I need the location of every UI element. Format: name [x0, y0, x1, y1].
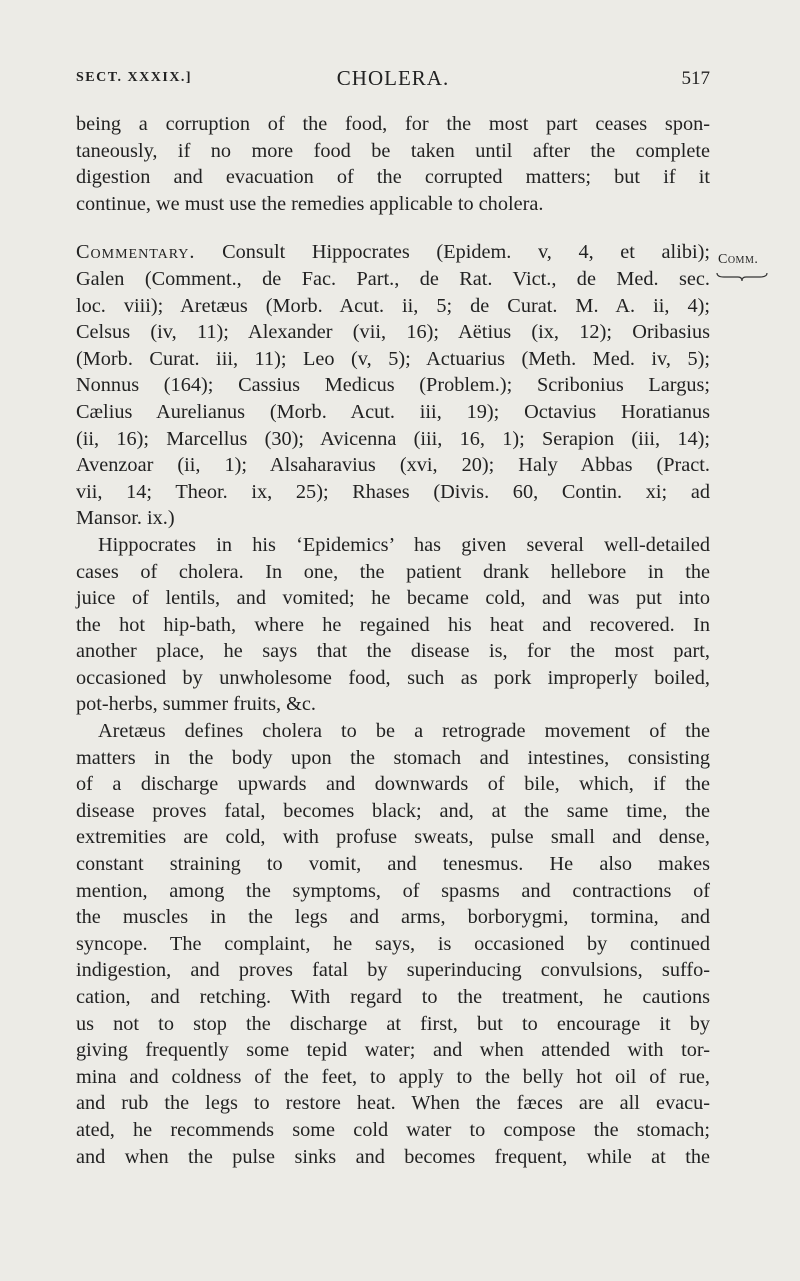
text-line: occasioned by unwholesome food, such as pork improperly boiled,: [76, 666, 710, 689]
text-line: extremities are cold, with profuse sweats, pulse small and dense,: [76, 826, 710, 849]
text-line: syncope. The complaint, he says, is occasioned by continued: [76, 932, 710, 955]
text-line: Cælius Aurelianus (Morb. Acut. iii, 19); Octavius Horatianus: [76, 400, 710, 423]
text-line: giving frequently some tepid water; and when attended with tor-: [76, 1039, 710, 1062]
text-line: another place, he says that the disease is, for the most part,: [76, 640, 710, 663]
text-line: [76, 239, 710, 266]
text-line: and when the pulse sinks and becomes frequent, while at the: [76, 1145, 710, 1168]
text-line: Aretæus defines cholera to be a retrograde movement of the: [98, 720, 710, 743]
text-line: cation, and retching. With regard to the treatment, he cautions: [76, 986, 710, 1008]
text-line: mention, among the symptoms, of spasms and contractions of: [76, 879, 710, 902]
margin-brace-icon: [716, 272, 768, 282]
text-line: us not to stop the discharge at first, but to encourage it by: [76, 1012, 710, 1035]
text-line: Hippocrates in his ‘Epidemics’ has given several well-detailed: [98, 533, 710, 556]
text-line: ated, he recommends some cold water to compose the stomach;: [76, 1118, 710, 1141]
text-line: cases of cholera. In one, the patient drank hellebore in the: [76, 560, 710, 583]
paragraph: [76, 111, 710, 217]
text-line: pot-herbs, summer fruits, &c.: [76, 693, 316, 716]
commentary-label: Commentary.: [76, 241, 196, 264]
text-line: digestion and evacuation of the corrupted matters; but if it: [76, 166, 710, 189]
text-line: Nonnus (164); Cassius Medicus (Problem.); Scribonius Largus;: [76, 374, 710, 397]
text-line: Celsus (iv, 11); Alexander (vii, 16); Aëtius (ix, 12); Oribasius: [76, 321, 710, 344]
text-line: loc. viii); Aretæus (Morb. Acut. ii, 5; de Curat. M. A. ii, 4);: [76, 294, 710, 317]
text-line: indigestion, and proves fatal by superinducing convulsions, suffo-: [76, 959, 710, 982]
text-line: continue, we must use the remedies applicable to cholera.: [76, 192, 544, 215]
text-line: of a discharge upwards and downwards of bile, which, if the: [76, 773, 710, 796]
body-text: [76, 111, 710, 1170]
paragraph: [76, 718, 710, 1170]
text-line: the muscles in the legs and arms, borborygmi, tormina, and: [76, 906, 710, 929]
margin-note: Comm.: [718, 252, 759, 267]
text-line: (ii, 16); Marcellus (30); Avicenna (iii, 16, 1); Serapion (iii, 14);: [76, 427, 710, 450]
section-label: SECT. XXXIX.]: [76, 70, 193, 85]
text-line: and rub the legs to restore heat. When the fæces are all evacu-: [76, 1092, 710, 1115]
commentary-paragraph: [76, 239, 710, 532]
text-fragment: Consult Hippocrates (Epidem. v, 4, et alibi);: [195, 241, 710, 264]
text-line: taneously, if no more food be taken until after the complete: [76, 139, 710, 162]
text-line: being a corruption of the food, for the most part ceases spon-: [76, 113, 710, 135]
text-line: Mansor. ix.): [76, 507, 175, 530]
text-line: disease proves fatal, becomes black; and, at the same time, the: [76, 799, 710, 822]
text-line: juice of lentils, and vomited; he became cold, and was put into: [76, 587, 710, 610]
text-line: vii, 14; Theor. ix, 25); Rhases (Divis. 60, Contin. xi; ad: [76, 480, 710, 503]
text-line: Galen (Comment., de Fac. Part., de Rat. Vict., de Med. sec.: [76, 267, 710, 290]
running-header: [76, 66, 710, 96]
paragraph: [76, 532, 710, 718]
text-line: matters in the body upon the stomach and intestines, consisting: [76, 746, 710, 769]
text-line: the hot hip-bath, where he regained his heat and recovered. In: [76, 613, 710, 636]
text-line: mina and coldness of the feet, to apply to the belly hot oil of rue,: [76, 1065, 710, 1088]
page-number: 517: [681, 68, 710, 89]
page-title: CHOLERA.: [336, 66, 450, 90]
text-line: Avenzoar (ii, 1); Alsaharavius (xvi, 20); Haly Abbas (Pract.: [76, 454, 710, 477]
text-line: (Morb. Curat. iii, 11); Leo (v, 5); Actuarius (Meth. Med. iv, 5);: [76, 347, 710, 370]
text-line: constant straining to vomit, and tenesmus. He also makes: [76, 853, 710, 876]
